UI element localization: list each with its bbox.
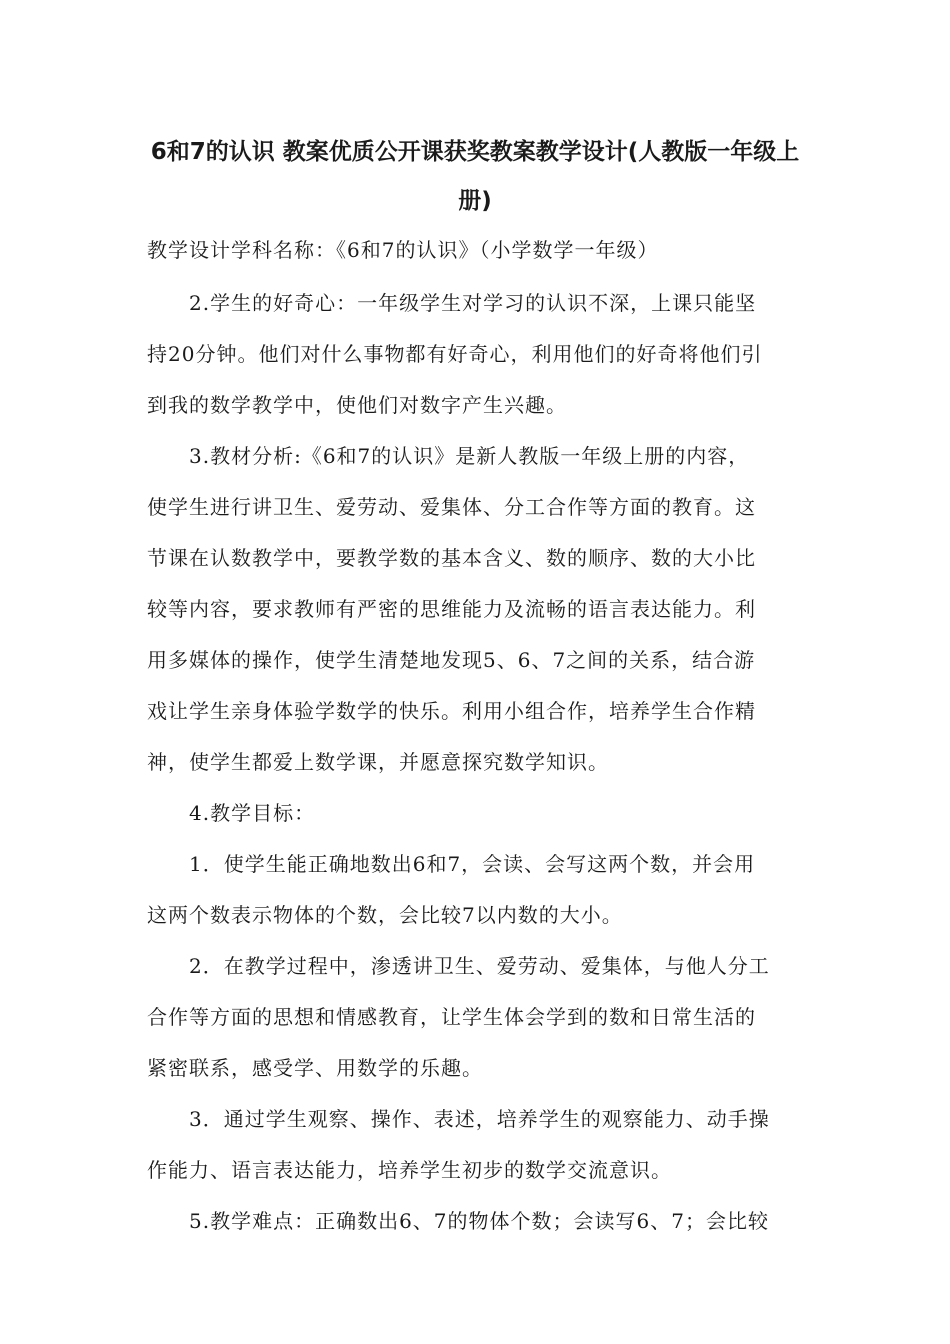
paragraph-line: 作能力、语言表达能力，培养学生初步的数学交流意识。	[147, 1158, 672, 1182]
paragraph-line: 3.教材分析:《6和7的认识》是新人教版一年级上册的内容，	[189, 444, 750, 468]
document-title-line-1: 6和7的认识 教案优质公开课获奖教案教学设计(人教版一年级上	[150, 139, 800, 165]
paragraph-line: 2．在教学过程中，渗透讲卫生、爱劳动、爱集体，与他人分工	[189, 954, 770, 978]
paragraph-line: 使学生进行讲卫生、爱劳动、爱集体、分工合作等方面的教育。这	[147, 495, 756, 519]
paragraph-line: 这两个数表示物体的个数，会比较7以内数的大小。	[147, 903, 623, 927]
paragraph-line: 较等内容，要求教师有严密的思维能力及流畅的语言表达能力。利	[147, 597, 756, 621]
paragraph-line: 用多媒体的操作，使学生清楚地发现5、6、7之间的关系，结合游	[147, 648, 756, 672]
paragraph-line: 戏让学生亲身体验学数学的快乐。利用小组合作，培养学生合作精	[147, 699, 756, 723]
paragraph-line: 合作等方面的思想和情感教育，让学生体会学到的数和日常生活的	[147, 1005, 756, 1029]
paragraph-line: 2.学生的好奇心：一年级学生对学习的认识不深，上课只能坚	[189, 291, 757, 315]
section-heading: 4.教学目标：	[189, 801, 316, 825]
paragraph-line: 紧密联系，感受学、用数学的乐趣。	[147, 1056, 483, 1080]
paragraph-line: 神，使学生都爱上数学课，并愿意探究数学知识。	[147, 750, 609, 774]
paragraph-line: 3．通过学生观察、操作、表述，培养学生的观察能力、动手操	[189, 1107, 770, 1131]
paragraph-line: 到我的数学教学中，使他们对数字产生兴趣。	[147, 393, 567, 417]
paragraph-line: 节课在认数教学中，要教学数的基本含义、数的顺序、数的大小比	[147, 546, 756, 570]
paragraph-line: 5.教学难点：正确数出6、7的物体个数；会读写6、7；会比较	[189, 1209, 769, 1233]
document-title-line-2: 册)	[458, 188, 492, 214]
subject-line: 教学设计学科名称：《6和7的认识》（小学数学一年级）	[147, 238, 659, 262]
paragraph-line: 1．使学生能正确地数出6和7，会读、会写这两个数，并会用	[189, 852, 756, 876]
paragraph-line: 持20分钟。他们对什么事物都有好奇心，利用他们的好奇将他们引	[147, 342, 763, 366]
